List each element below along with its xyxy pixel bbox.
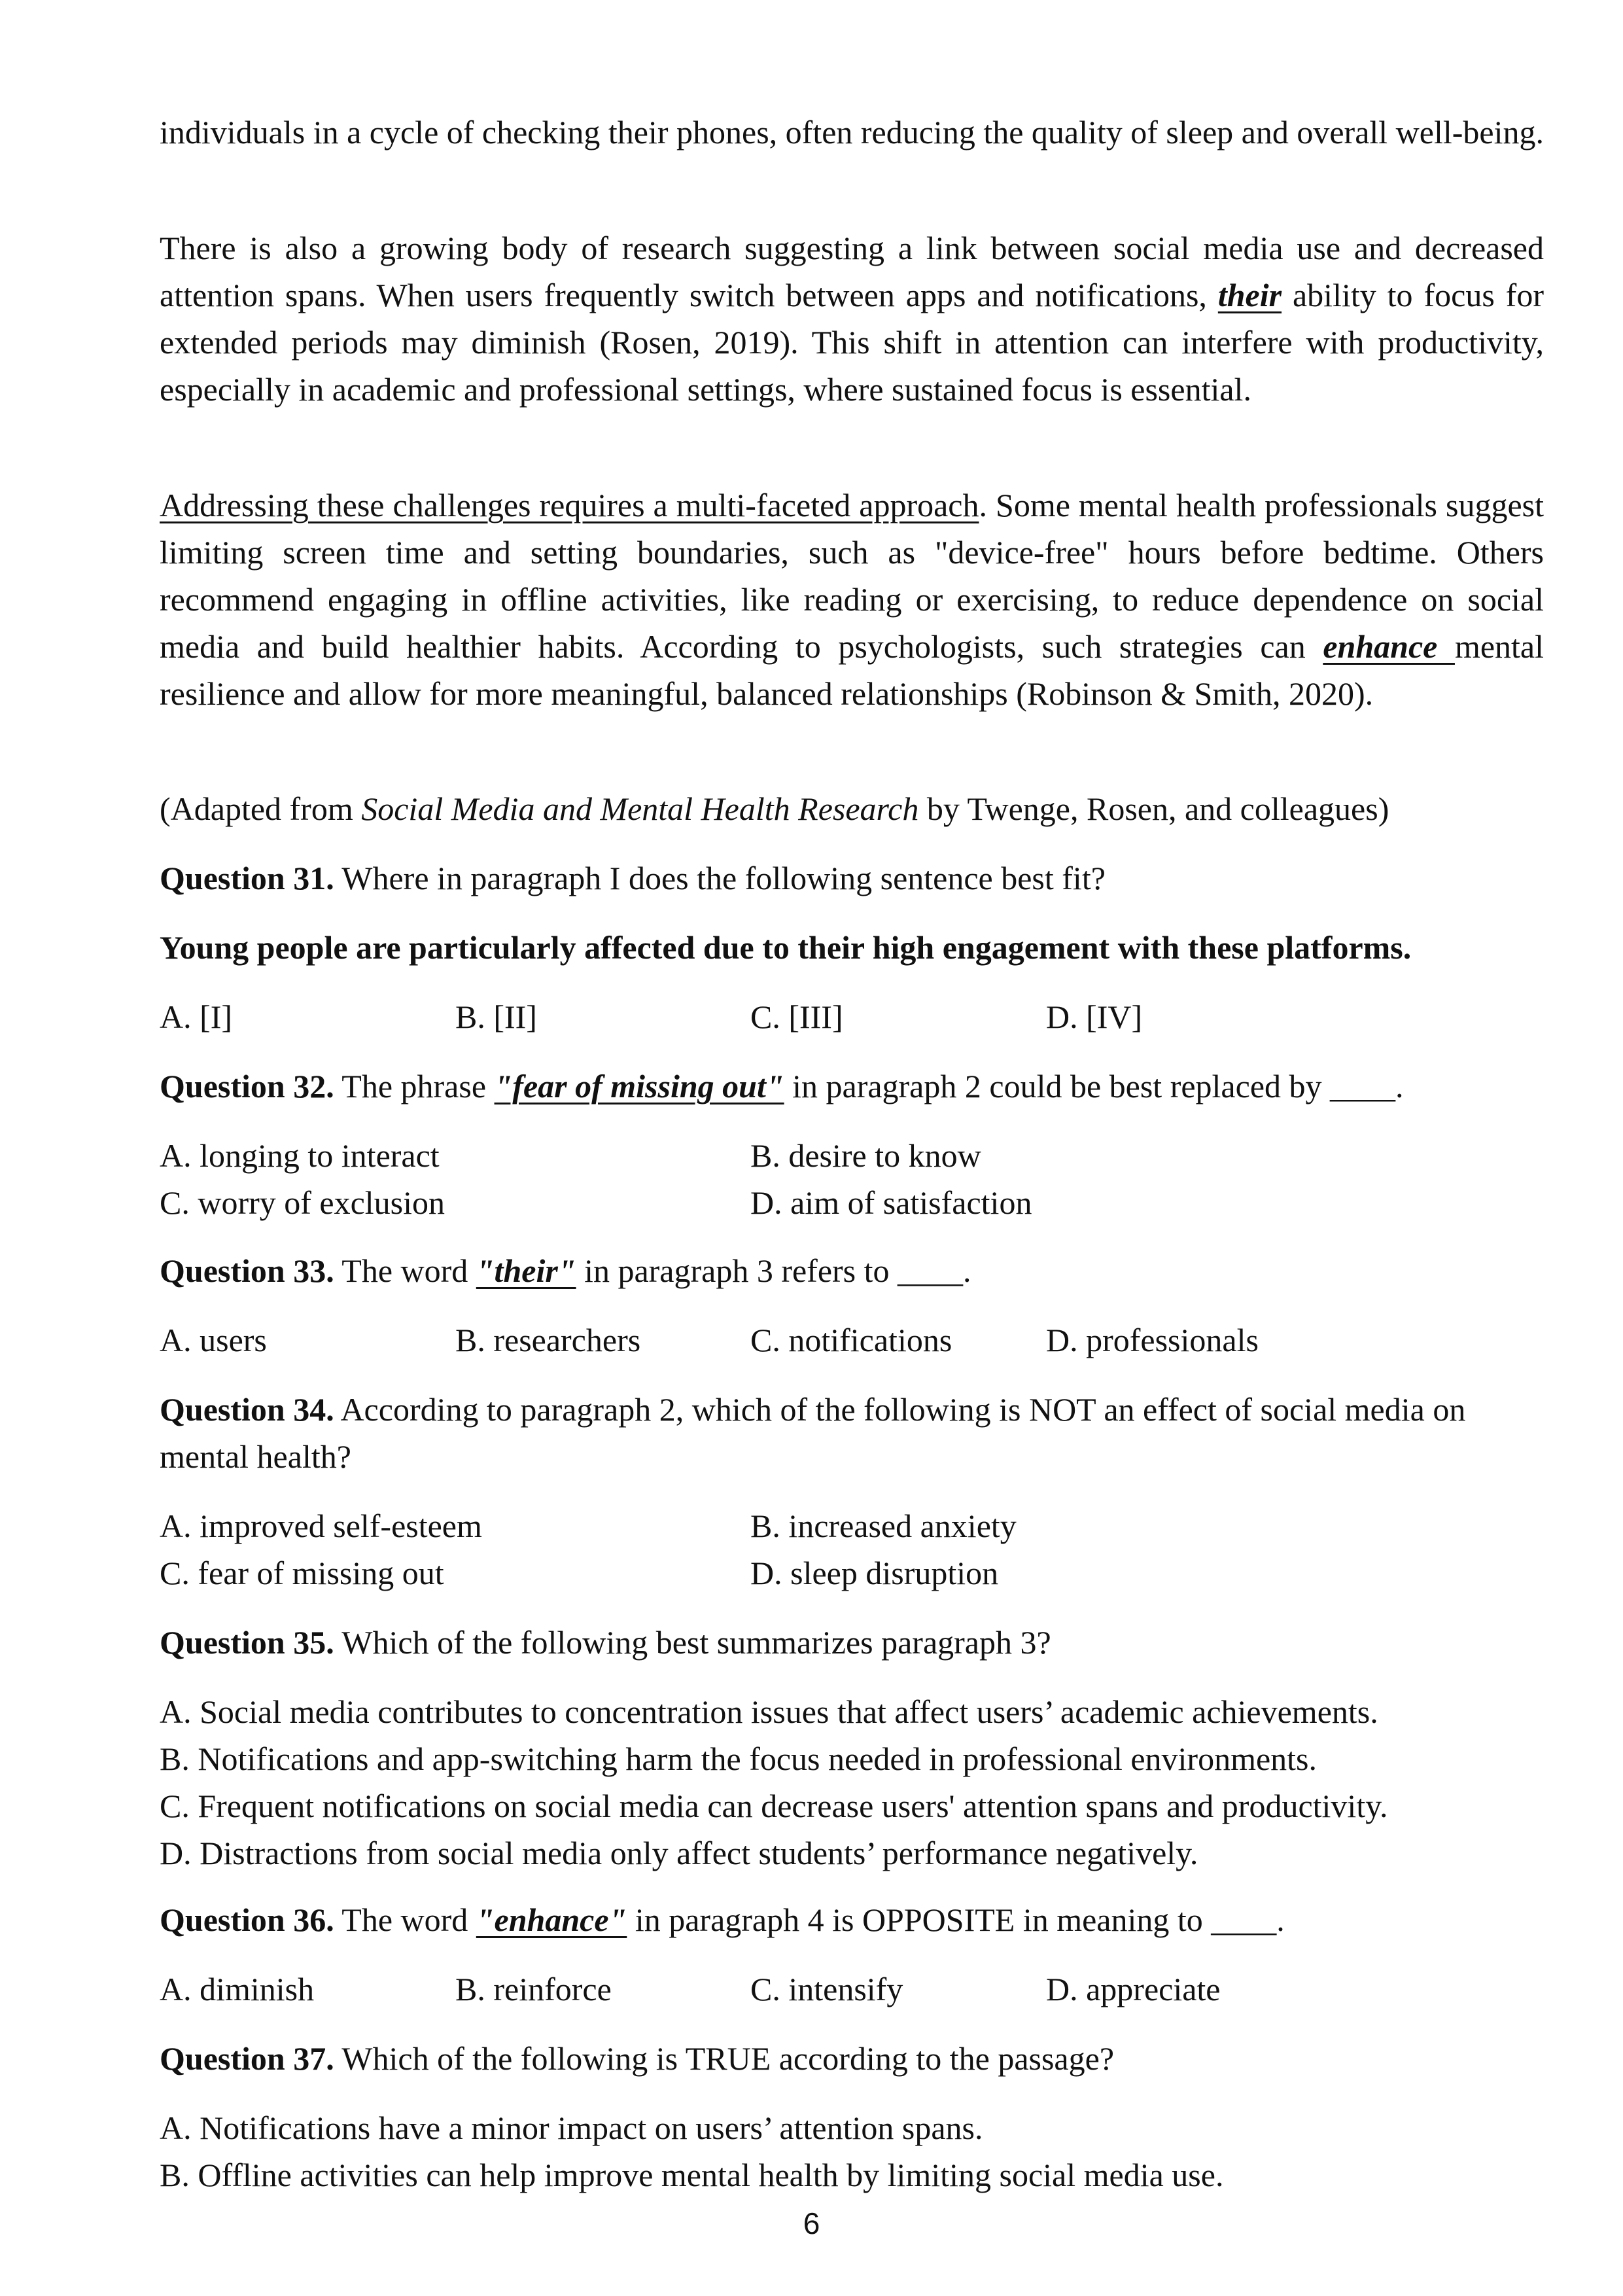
question-text-pre: The word [334,1252,476,1289]
option-a[interactable]: A. Notifications have a minor impact on users’ attention spans. [160,2110,983,2146]
p3-text-1: There is also a growing body of research suggesting a link between social media use and decreased attention spans. When users frequently switch between apps and notifications, [160,230,1544,313]
question-33 [160,1247,1544,1294]
option-a[interactable]: A. Social media contributes to concentration issues that affect users’ academic achievements. [160,1693,1378,1730]
question-31-options [0,993,1623,1040]
passage-paragraph-4 [160,482,1544,717]
option-a[interactable]: A. diminish [160,1971,315,2007]
p4-text-2: mental resilience and allow for more meaningful, balanced relationships (Robinson & Smith, 2020). [160,628,1544,712]
option-d[interactable]: D. professionals [1046,1322,1259,1358]
option-d[interactable]: D. aim of satisfaction [750,1184,1032,1221]
question-35-options [0,1688,1623,1877]
keyword-fear-of-missing-out: "fear of missing out" [494,1068,784,1104]
option-d[interactable]: D. Distractions from social media only affect students’ performance negatively. [160,1835,1198,1871]
option-c[interactable]: C. worry of exclusion [160,1184,445,1221]
option-b[interactable]: B. increased anxiety [750,1508,1017,1544]
option-b[interactable]: B. desire to know [750,1137,981,1174]
question-number: Question 33. [160,1252,334,1289]
option-b[interactable]: B. Offline activities can help improve mental health by limiting social media use. [160,2157,1224,2193]
question-text: Which of the following is TRUE according to the passage? [334,2040,1115,2077]
question-text: Which of the following best summarizes paragraph 3? [334,1624,1051,1661]
question-text-post: in paragraph 3 refers to ____. [576,1252,971,1289]
question-text: Where in paragraph I does the following sentence best fit? [334,860,1106,896]
question-37-options [0,2104,1623,2199]
option-b[interactable]: B. Notifications and app-switching harm the focus needed in professional environments. [160,1740,1318,1777]
passage-paragraph-intro [160,109,1544,156]
passage-intro-text: individuals in a cycle of checking their phones, often reducing the quality of sleep and overall well-being. [160,114,1544,150]
option-a[interactable]: A. users [160,1322,267,1358]
underlined-sentence: Addressing these challenges requires a multi-faceted approach [160,487,979,523]
option-c[interactable]: C. Frequent notifications on social media can decrease users' attention spans and productivity. [160,1788,1388,1824]
question-31-sentence: Young people are particularly affected due to their high engagement with these platforms. [160,929,1412,966]
option-a[interactable]: A. improved self-esteem [160,1508,482,1544]
question-36-options [0,1966,1623,2013]
option-b[interactable]: B. [II] [455,998,537,1035]
question-31 [160,855,1544,902]
option-a[interactable]: A. longing to interact [160,1137,440,1174]
page-number: 6 [803,2206,820,2240]
question-36 [160,1896,1544,1943]
keyword-enhance-question: "enhance" [476,1901,627,1938]
question-34 [160,1386,1544,1480]
passage-source [160,785,1544,832]
question-32-options [0,1132,1623,1226]
option-c[interactable]: C. fear of missing out [160,1555,444,1591]
question-34-options [0,1502,1623,1597]
question-35 [160,1619,1544,1666]
question-32 [160,1063,1544,1110]
question-number: Question 32. [160,1068,334,1104]
keyword-their-question: "their" [476,1252,576,1289]
question-number: Question 34. [160,1391,334,1428]
question-33-options [0,1316,1623,1364]
p4-text-1: . Some mental health professionals suggest limiting screen time and setting boundaries, such as "device-free" hours before bedtime. Others recommend engaging in offline activities, like reading or exercising, to reduce dependence on social media and build healthier habits. According to psychologists, such strategies can [160,487,1544,665]
question-number: Question 36. [160,1901,334,1938]
keyword-enhance: enhance [1323,628,1455,665]
option-c[interactable]: C. notifications [750,1322,952,1358]
question-text-post: in paragraph 4 is OPPOSITE in meaning to ____. [627,1901,1285,1938]
question-text-post: in paragraph 2 could be best replaced by ____. [784,1068,1404,1104]
option-d[interactable]: D. sleep disruption [750,1555,999,1591]
source-suffix: by Twenge, Rosen, and colleagues) [918,790,1389,827]
source-title: Social Media and Mental Health Research [361,790,919,827]
option-a[interactable]: A. [I] [160,998,233,1035]
question-number: Question 37. [160,2040,334,2077]
source-prefix: (Adapted from [160,790,362,827]
question-number: Question 35. [160,1624,334,1661]
question-number: Question 31. [160,860,334,896]
option-d[interactable]: D. [IV] [1046,998,1143,1035]
question-text: According to paragraph 2, which of the following is NOT an effect of social media on mental health? [160,1391,1466,1475]
option-b[interactable]: B. researchers [455,1322,641,1358]
option-c[interactable]: C. intensify [750,1971,903,2007]
option-b[interactable]: B. reinforce [455,1971,612,2007]
question-text-pre: The word [334,1901,476,1938]
p3-text-2: ability to focus for extended periods may diminish (Rosen, 2019). This shift in attention can interfere with productivity, especially in academic and professional settings, where sustained focus is essential. [160,277,1544,408]
passage-paragraph-3 [160,224,1544,413]
option-c[interactable]: C. [III] [750,998,843,1035]
question-37 [160,2035,1544,2082]
question-text-pre: The phrase [334,1068,495,1104]
option-d[interactable]: D. appreciate [1046,1971,1221,2007]
keyword-their: their [1217,277,1282,313]
